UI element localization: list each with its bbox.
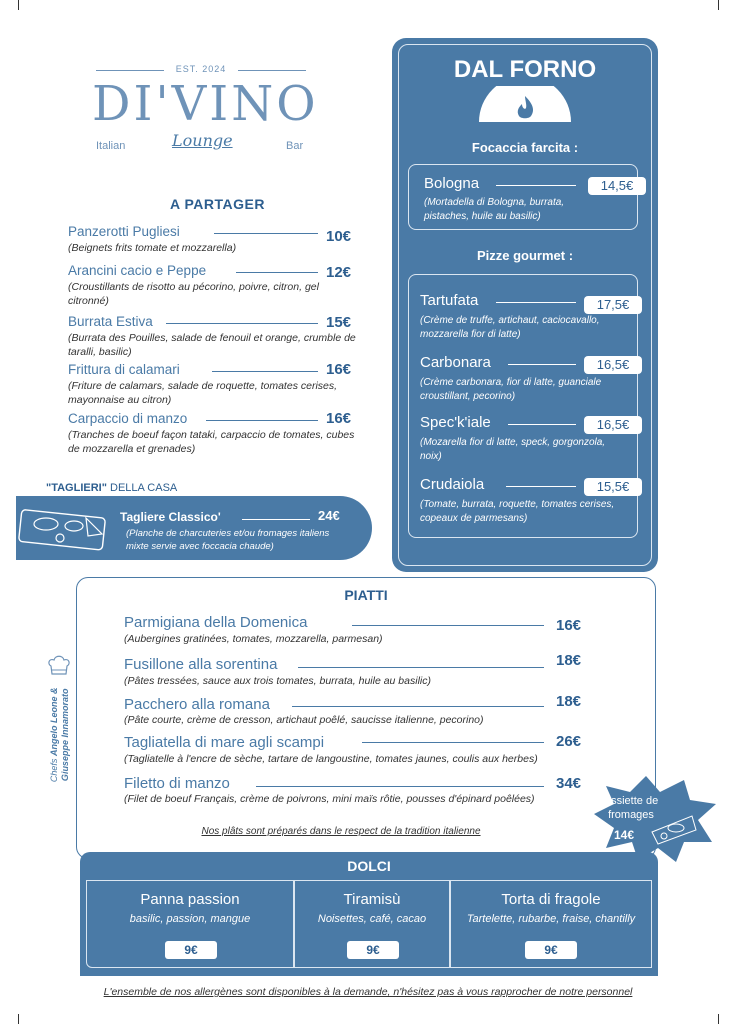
piatti-item-desc: (Pâtes tressées, sauce aux trois tomates, burrata, huile au basilic) [124,675,431,687]
piatti-item-price: 16€ [556,617,582,634]
dolci-title: DOLCI [347,858,391,874]
price-leader-line [352,625,544,626]
assiette-label: Assiette de fromages [603,795,659,822]
pizza-item-name: Crudaiola [420,476,485,493]
piatti-item-desc: (Pâte courte, crème de cresson, artichaut poêlé, saucisse italienne, pecorino) [124,714,484,726]
piatti-item-name: Parmigiana della Domenica [124,614,308,631]
price-leader-line [214,233,318,234]
crop-mark [718,0,719,10]
dolce-price: 9€ [165,941,217,959]
board-icon [16,504,112,552]
chef-hat-icon [46,654,72,676]
partager-item-name: Frittura di calamari [68,362,180,377]
logo-established: EST. 2024 [96,64,306,74]
dolce-card [294,880,450,968]
pizza-item-price: 16,5€ [584,356,642,374]
taglieri-item-name: Tagliere Classico' [120,510,221,524]
piatti-item-desc: (Tagliatelle à l'encre de sèche, tartare de langoustine, tomates jaunes, coulis aux herbes) [124,753,538,765]
chefs-credit: Chefs Angelo Leone & Giuseppe Innamorato [49,687,70,783]
partager-item-price: 12€ [326,264,352,281]
partager-item-price: 16€ [326,361,352,378]
piatti-item-name: Pacchero alla romana [124,696,270,713]
dolce-desc: basilic, passion, mangue [129,913,251,925]
pizza-item-desc: (Mozarella fior di latte, speck, gorgonzola, noix) [420,437,606,462]
focaccia-item-name: Bologna [424,175,480,192]
focaccia-item-price: 14,5€ [588,177,646,195]
piatti-item-desc: (Filet de boeuf Français, crème de poivrons, mini maïs rôtie, pousses d'épinard poêlées) [124,793,535,805]
piatti-item-name: Tagliatella di mare agli scampi [124,734,325,751]
price-leader-line [508,364,576,365]
dolce-desc: Tartelette, rubarbe, fraise, chantilly [466,913,636,925]
crop-mark [718,1014,719,1024]
partager-item-name: Arancini cacio e Peppe [68,263,207,278]
price-leader-line [298,667,544,668]
partager-item-desc: (Tranches de boeuf façon tataki, carpaccio de tomates, cubes de mozzarella et grenades) [68,429,355,456]
pizza-item-desc: (Crème de truffe, artichaut, caciocavallo, mozzarella fior di latte) [420,315,600,340]
partager-item-name: Carpaccio di manzo [68,411,188,426]
piatti-item-name: Fusillone alla sorentina [124,656,278,673]
allergen-footer: L'ensemble de nos allergènes sont disponibles à la demande, n'hésitez pas à vous rapprocher de notre personnel [103,986,633,998]
price-leader-line [362,742,544,743]
price-leader-line [496,302,576,303]
taglieri-heading: "TAGLIERI" DELLA CASA [46,482,178,494]
price-leader-line [212,371,318,372]
price-leader-line [166,323,318,324]
logo-lounge: Lounge [172,131,233,150]
focaccia-item-desc: (Mortadella di Bologna, burrata, pistaches, huile au basilic) [424,197,565,222]
price-leader-line [508,424,576,425]
dal-forno-title: DAL FORNO [453,56,597,83]
partager-item-desc: (Beignets frits tomate et mozzarella) [68,242,237,254]
dolce-name: Torta di fragole [501,891,601,908]
pizze-heading: Pizze gourmet : [476,248,574,263]
pizza-item-desc: (Tomate, burrata, roquette, tomates cerises, copeaux de parmesans) [420,499,615,524]
pizza-item-name: Spec'k'iale [420,414,491,431]
partager-item-desc: (Friture de calamars, salade de roquette, tomates cerises, mayonnaise au citron) [68,380,338,407]
focaccia-heading: Focaccia farcita : [471,140,579,155]
price-leader-line [242,519,310,520]
price-leader-line [292,706,544,707]
partager-item-price: 15€ [326,314,352,331]
dolce-desc: Noisettes, café, cacao [317,913,427,925]
partager-item-name: Burrata Estiva [68,314,153,329]
logo-bar: Bar [286,140,304,152]
piatti-item-price: 18€ [556,693,582,710]
pizza-item-price: 15,5€ [584,478,642,496]
crop-mark [18,1014,19,1024]
dolce-card [86,880,294,968]
pizza-item-name: Tartufata [420,292,479,309]
taglieri-item-price: 24€ [318,508,340,523]
partager-item-desc: (Croustillants de risotto au pécorino, poivre, citron, gel citronné) [68,281,319,308]
taglieri-item-desc: (Planche de charcuteries et/ou fromages italiens mixte servie avec foccacia chaude) [126,528,330,552]
piatti-item-name: Filetto di manzo [124,775,230,792]
assiette-price: 14€ [614,828,635,842]
partager-item-desc: (Burrata des Pouilles, salade de fenouil et orange, crumble de taralli, basilic) [68,332,356,359]
dolce-price: 9€ [347,941,399,959]
dolce-card [450,880,652,968]
piatti-title: PIATTI [344,587,388,603]
price-leader-line [256,786,544,787]
piatti-item-price: 26€ [556,733,582,750]
section-title-partager: A PARTAGER [170,196,265,212]
partager-item-price: 10€ [326,228,352,245]
pizza-item-name: Carbonara [420,354,491,371]
piatti-item-price: 18€ [556,652,582,669]
partager-item-price: 16€ [326,410,352,427]
tradition-note: Nos plâts sont préparés dans le respect de la tradition italienne [201,826,481,837]
price-leader-line [496,185,576,186]
price-leader-line [506,486,576,487]
pizza-item-desc: (Crème carbonara, fior di latte, guanciale croustillant, pecorino) [420,377,602,402]
partager-item-name: Panzerotti Pugliesi [68,224,180,239]
dolce-price: 9€ [525,941,577,959]
dolce-name: Panna passion [140,891,240,908]
dolce-name: Tiramisù [343,891,401,908]
crop-mark [18,0,19,10]
pizza-item-price: 17,5€ [584,296,642,314]
oven-flame-icon [475,86,575,124]
piatti-item-price: 34€ [556,775,582,792]
price-leader-line [236,272,318,273]
piatti-item-desc: (Aubergines gratinées, tomates, mozzarella, parmesan) [124,633,383,645]
logo-name: DI'VINO [92,76,319,132]
price-leader-line [206,420,318,421]
pizza-item-price: 16,5€ [584,416,642,434]
logo-italian: Italian [96,140,126,152]
